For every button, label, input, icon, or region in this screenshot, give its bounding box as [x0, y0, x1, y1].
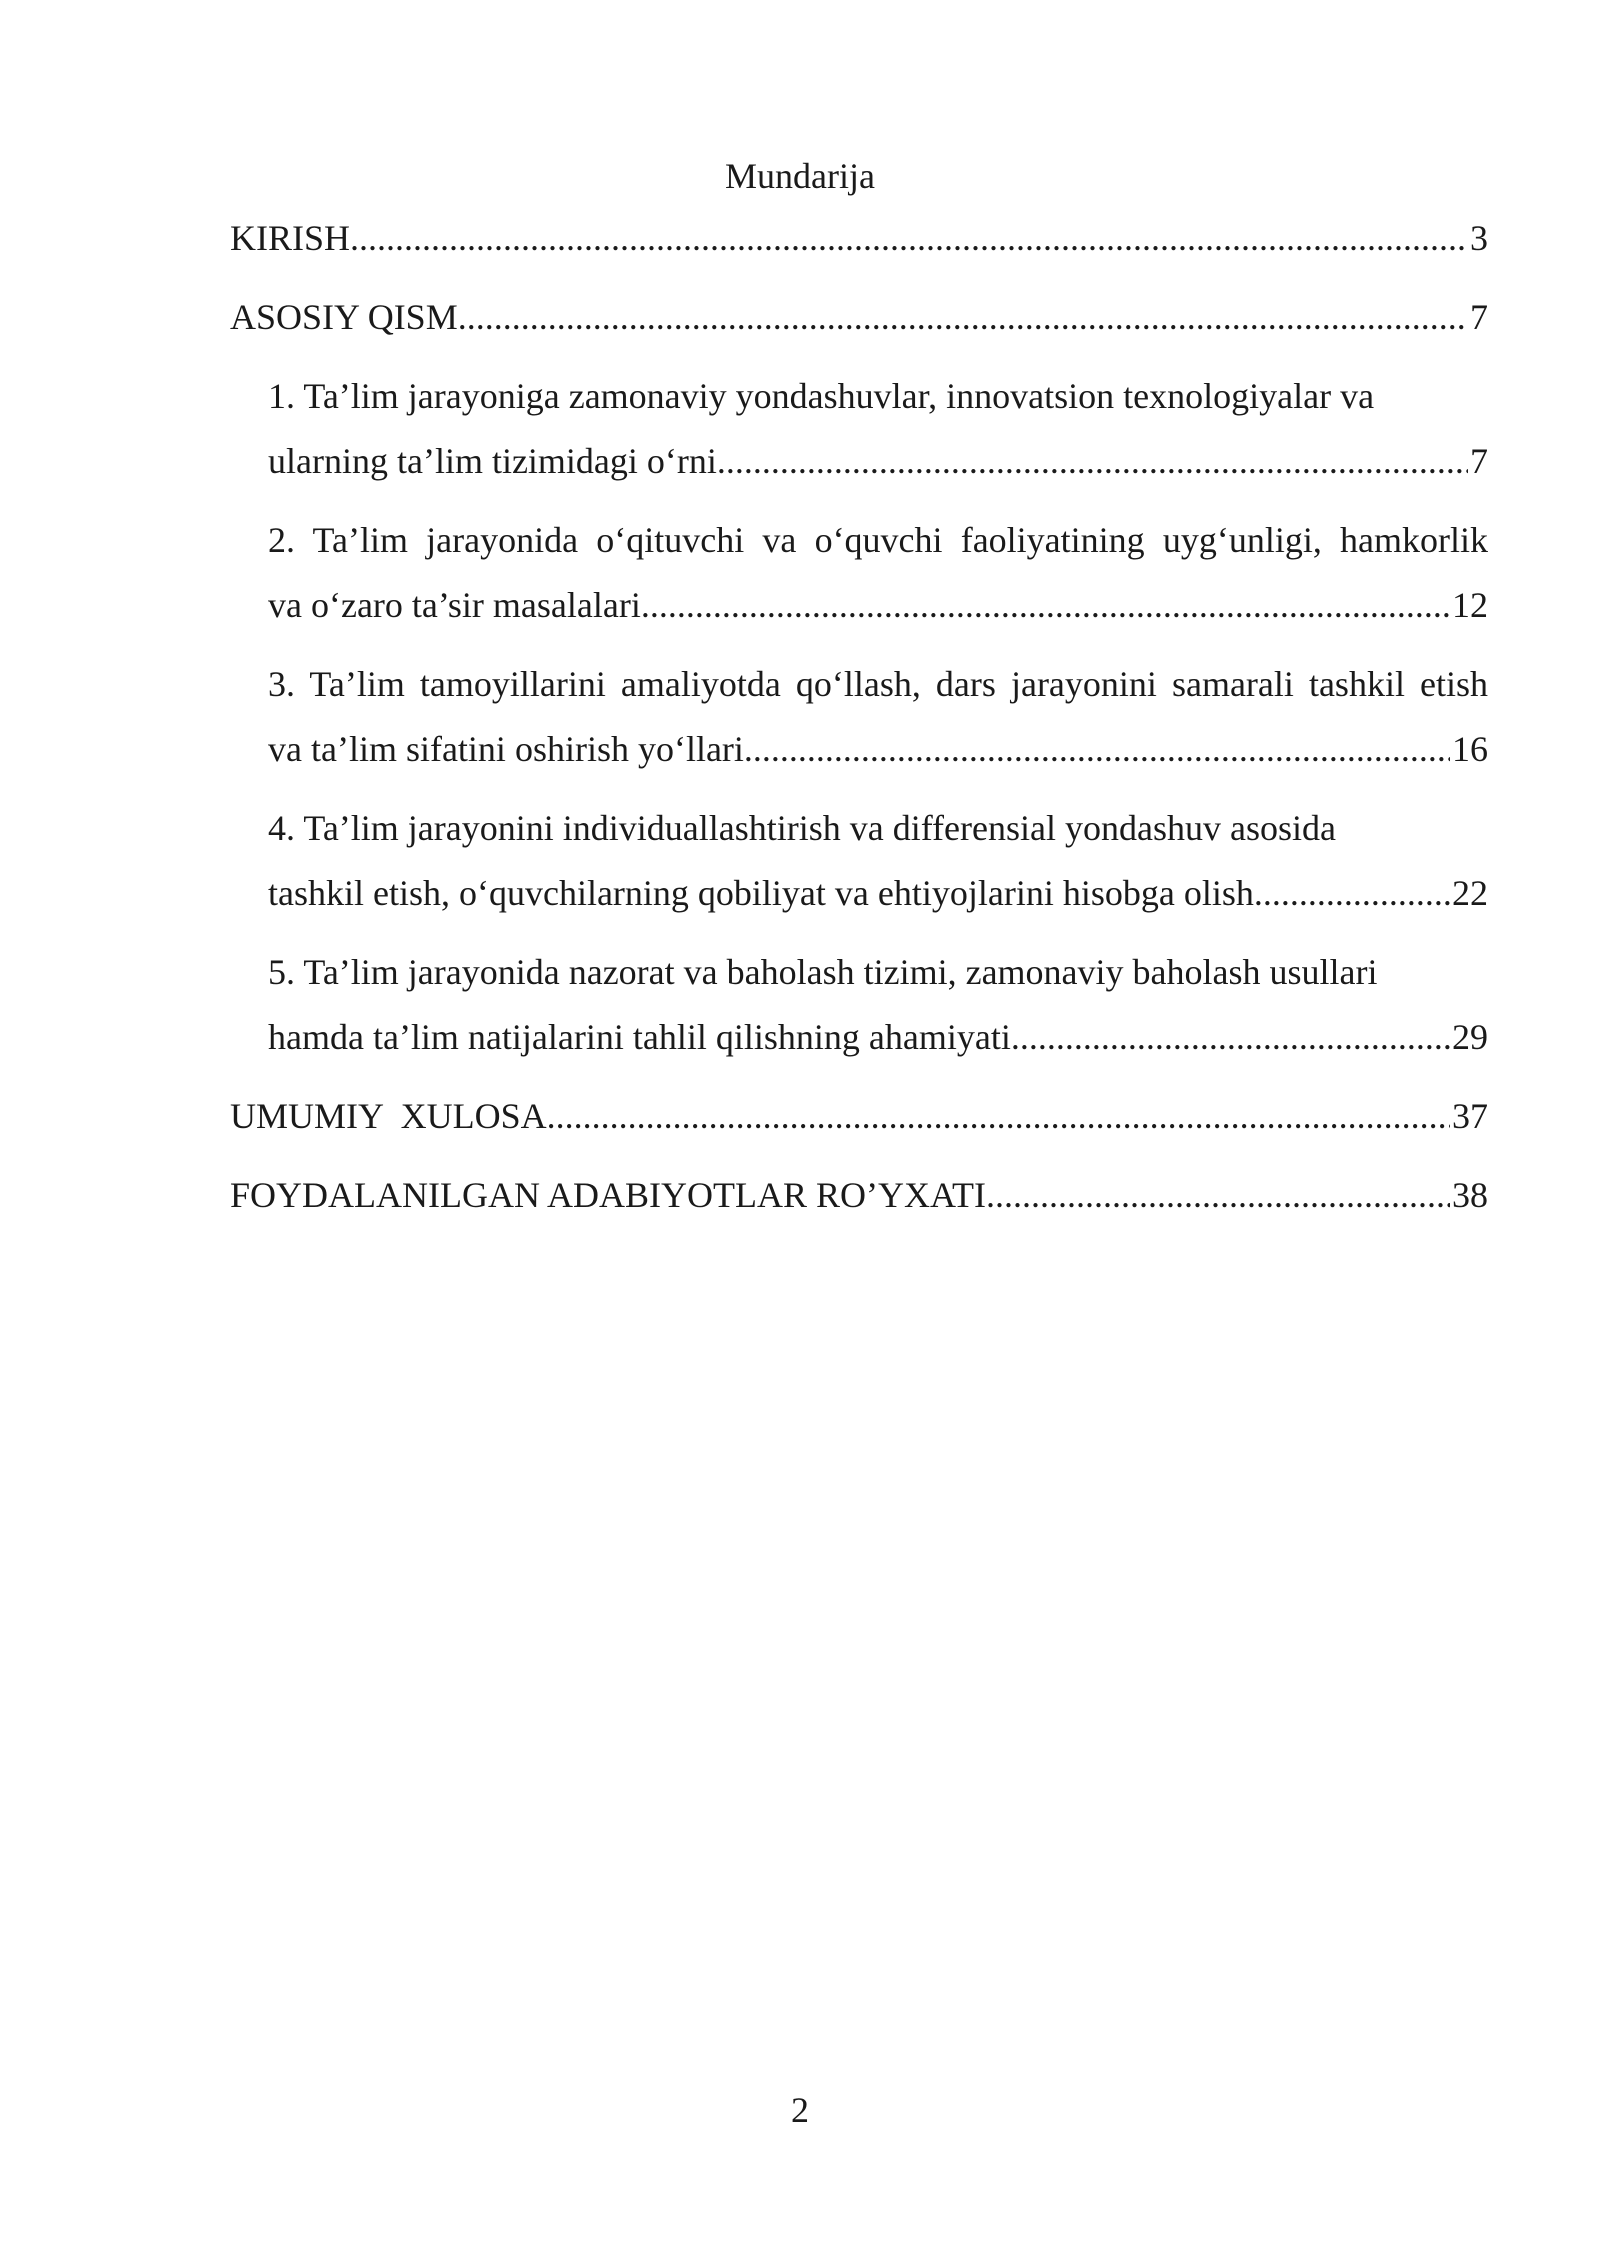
toc-entry-section-2[interactable] — [268, 516, 1488, 630]
toc-page-number: 38 — [1452, 1175, 1488, 1215]
dot-leader — [547, 1092, 1450, 1141]
toc-entry-text: va ta’lim sifatini oshirish yo‘llari — [268, 729, 744, 769]
dot-leader — [350, 214, 1468, 263]
toc-page-number: 3 — [1470, 218, 1488, 258]
toc-entry-text: tashkil etish, o‘quvchilarning qobiliyat va ehtiyojlarini hisobga olish — [268, 873, 1254, 913]
toc-entry-line: 4. Ta’lim jarayonini individuallashtirish va differensial yondashuv asosida — [268, 808, 1336, 848]
toc-entry-section-4[interactable] — [268, 804, 1488, 918]
toc-entry-section-3[interactable] — [268, 660, 1488, 774]
toc-entry-text: va o‘zaro ta’sir masalalari — [268, 585, 641, 625]
toc-entry-asosiy-qism[interactable] — [230, 293, 1488, 342]
toc-entry-text: KIRISH — [230, 218, 351, 258]
toc-entry-kirish[interactable] — [230, 214, 1488, 263]
toc-entry-line: 1. Ta’lim jarayoniga zamonaviy yondashuvlar, innovatsion texnologiyalar va — [268, 376, 1375, 416]
toc-entry-adabiyotlar[interactable] — [230, 1171, 1488, 1220]
dot-leader — [717, 437, 1468, 486]
toc-entry-line: 3. Ta’lim tamoyillarini amaliyotda qo‘llash, dars jarayonini samarali tashkil etish — [268, 664, 1488, 704]
page-title: Mundarija — [725, 156, 875, 196]
toc-entry-text: UMUMIY XULOSA — [230, 1096, 547, 1136]
toc-entry-umumiy-xulosa[interactable] — [230, 1092, 1488, 1141]
dot-leader — [458, 293, 1468, 342]
table-of-contents — [230, 214, 1488, 1250]
toc-entry-text: ASOSIY QISM — [230, 297, 458, 337]
toc-page-number: 29 — [1452, 1017, 1488, 1057]
toc-entry-text: FOYDALANILGAN ADABIYOTLAR RO’YXATI — [230, 1175, 986, 1215]
toc-page-number: 37 — [1452, 1096, 1488, 1136]
toc-entry-line: 2. Ta’lim jarayonida o‘qituvchi va o‘quvchi faoliyatining uyg‘unligi, hamkorlik — [268, 520, 1488, 560]
page-number: 2 — [791, 2090, 809, 2130]
toc-page-number: 12 — [1452, 585, 1488, 625]
toc-entry-text: ularning ta’lim tizimidagi o‘rni — [268, 441, 717, 481]
toc-entry-section-1[interactable] — [268, 372, 1488, 486]
dot-leader — [641, 581, 1450, 630]
toc-entry-line: 5. Ta’lim jarayonida nazorat va baholash tizimi, zamonaviy baholash usullari — [268, 952, 1378, 992]
toc-entry-section-5[interactable] — [268, 948, 1488, 1062]
toc-entry-text: hamda ta’lim natijalarini tahlil qilishning ahamiyati — [268, 1017, 1011, 1057]
dot-leader — [986, 1171, 1450, 1220]
dot-leader — [1254, 869, 1450, 918]
dot-leader — [744, 725, 1450, 774]
dot-leader — [1011, 1013, 1450, 1062]
toc-page-number: 7 — [1470, 441, 1488, 481]
toc-page-number: 22 — [1452, 873, 1488, 913]
toc-page-number: 16 — [1452, 729, 1488, 769]
toc-page-number: 7 — [1470, 297, 1488, 337]
